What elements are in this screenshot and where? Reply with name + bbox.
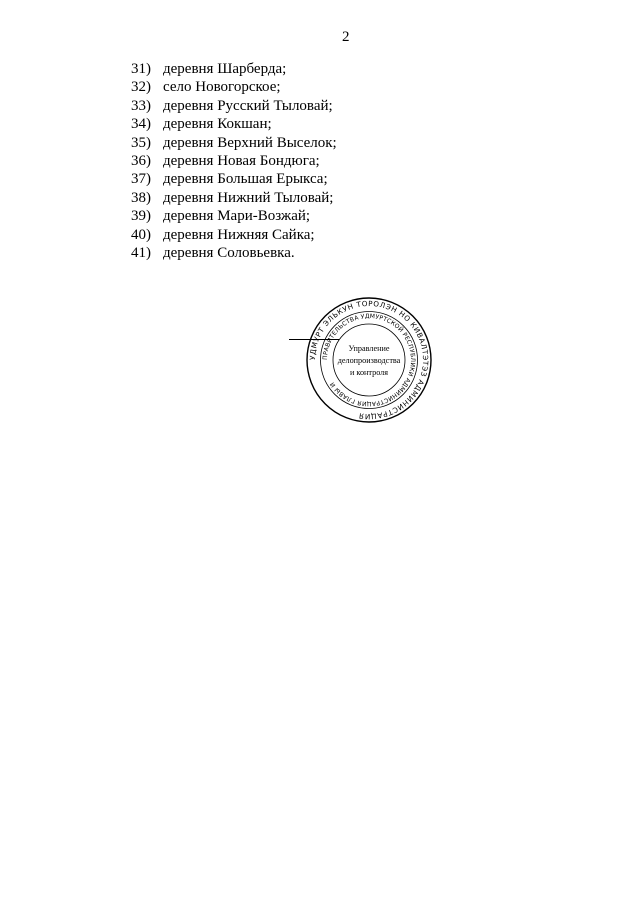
list-item (131, 189, 337, 207)
list-item (131, 170, 337, 188)
list-item (131, 244, 337, 262)
item-number: 39) (131, 208, 151, 225)
item-number: 37) (131, 171, 151, 188)
page-number: 2 (342, 29, 350, 45)
item-number: 38) (131, 189, 151, 206)
item-text: деревня Большая Ерыкса; (163, 171, 328, 188)
item-number: 40) (131, 226, 151, 243)
item-text: деревня Новая Бондюга; (163, 152, 320, 169)
list-item (131, 207, 337, 225)
stamp-center-line-2: делопроизводства (337, 356, 401, 365)
item-number: 36) (131, 152, 151, 169)
item-text: село Новогорское; (163, 79, 281, 96)
list-item (131, 226, 337, 244)
list-item (131, 78, 337, 96)
item-text: деревня Мари-Возжай; (163, 208, 311, 225)
stamp-inner-text: ПРАВИТЕЛЬСТВА УДМУРТСКОЙ РЕСПУБЛИКИ АДМИНИСТРАЦИЯ ГЛАВЫ И (321, 312, 417, 408)
list-item (131, 134, 337, 152)
list-item (131, 152, 337, 170)
item-number: 41) (131, 244, 151, 261)
item-text: деревня Нижняя Сайка; (163, 226, 315, 243)
item-number: 33) (131, 97, 151, 114)
list-item (131, 60, 337, 78)
stamp-outer-text: УДМУРТ ЭЛЬКУН ТОРОЛЭН НО КИВАЛТЭТЭЗ АДМИНИСТРАЦИЯ (307, 298, 431, 422)
stamp-center-line-1: Управление (348, 344, 390, 353)
item-text: деревня Верхний Выселок; (163, 134, 337, 151)
item-text: деревня Шарберда; (163, 61, 287, 77)
item-number: 31) (131, 61, 151, 77)
item-text: деревня Нижний Тыловай; (163, 189, 334, 206)
list-item (131, 115, 337, 133)
settlement-list (131, 60, 337, 262)
item-number: 34) (131, 116, 151, 133)
item-text: деревня Кокшан; (163, 116, 272, 133)
item-text: деревня Русский Тыловай; (163, 97, 333, 114)
item-text: деревня Соловьевка. (163, 244, 295, 261)
list-item (131, 97, 337, 115)
item-number: 35) (131, 134, 151, 151)
stamp-center-line-3: и контроля (349, 368, 389, 377)
official-stamp (305, 296, 433, 424)
item-number: 32) (131, 79, 151, 96)
